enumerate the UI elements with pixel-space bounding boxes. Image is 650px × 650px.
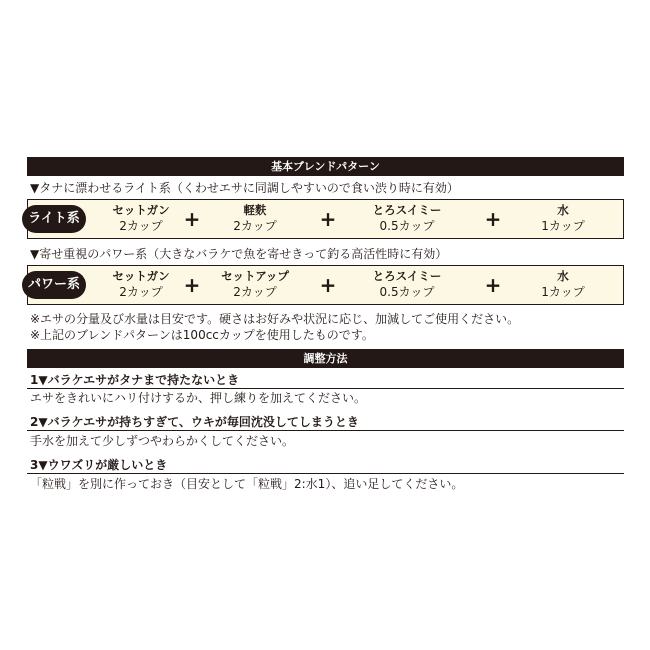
power-ingredient-1	[86, 269, 196, 300]
ingredient-qty: 2カップ	[233, 219, 277, 233]
plus-icon: +	[183, 207, 201, 231]
power-recipe-box	[27, 265, 624, 305]
ingredient-name: 水	[557, 269, 569, 283]
light-ingredient-3	[352, 203, 462, 234]
section-title-adjustment: 調整方法	[27, 349, 624, 368]
note-2: ※上記のブレンドパターンは100ccカップを使用したものです。	[30, 328, 374, 342]
ingredient-name: 水	[557, 203, 569, 217]
ingredient-name: 軽麩	[243, 203, 267, 217]
plus-icon: +	[319, 207, 337, 231]
plus-icon: +	[183, 273, 201, 297]
section-title-basic-blend: 基本ブレンドパターン	[27, 157, 624, 176]
plus-icon: +	[484, 207, 502, 231]
ingredient-qty: 2カップ	[119, 219, 163, 233]
adjustment-heading-2: 2▼バラケエサが持ちすぎて、ウキが毎回沈没してしまうとき	[27, 415, 624, 431]
ingredient-name: とろスイミー	[372, 269, 442, 283]
plus-icon: +	[319, 273, 337, 297]
ingredient-name: セットガン	[112, 269, 170, 283]
ingredient-name: セットガン	[112, 203, 170, 217]
ingredient-qty: 1カップ	[541, 285, 585, 299]
light-ingredient-1	[86, 203, 196, 234]
ingredient-name: とろスイミー	[372, 203, 442, 217]
power-ingredient-3	[352, 269, 462, 300]
power-ingredient-2	[200, 269, 310, 300]
light-subtitle: ▼タナに漂わせるライト系（くわせエサに同調しやすいので食い渋り時に有効）	[30, 181, 459, 195]
power-ingredient-4	[508, 269, 618, 300]
adjustment-body-1: エサをきれいにハリ付けするか、押し練りを加えてください。	[30, 391, 367, 405]
adjustment-heading-3: 3▼ウワズリが厳しいとき	[27, 458, 624, 474]
ingredient-qty: 0.5カップ	[379, 285, 435, 299]
ingredient-qty: 2カップ	[233, 285, 277, 299]
light-ingredient-2	[200, 203, 310, 234]
power-badge: パワー系	[22, 271, 86, 299]
light-recipe-box	[27, 199, 624, 239]
light-badge: ライト系	[22, 205, 86, 233]
adjustment-heading-1: 1▼バラケエサがタナまで持たないとき	[27, 373, 624, 389]
plus-icon: +	[484, 273, 502, 297]
ingredient-qty: 1カップ	[541, 219, 585, 233]
ingredient-name: セットアップ	[221, 269, 289, 283]
note-1: ※エサの分量及び水量は目安です。硬さはお好みや状況に応じ、加減してご使用ください。	[30, 312, 520, 326]
power-subtitle: ▼寄せ重視のパワー系（大きなバラケで魚を寄せきって釣る高活性時に有効）	[30, 247, 448, 261]
ingredient-qty: 2カップ	[119, 285, 163, 299]
ingredient-qty: 0.5カップ	[379, 219, 435, 233]
adjustment-body-2: 手水を加えて少しずつやわらかくしてください。	[30, 434, 295, 448]
light-ingredient-4	[508, 203, 618, 234]
adjustment-body-3: 「粒戦」を別に作っておき（目安として「粒戦」2:水1）、追い足してください。	[30, 477, 464, 491]
